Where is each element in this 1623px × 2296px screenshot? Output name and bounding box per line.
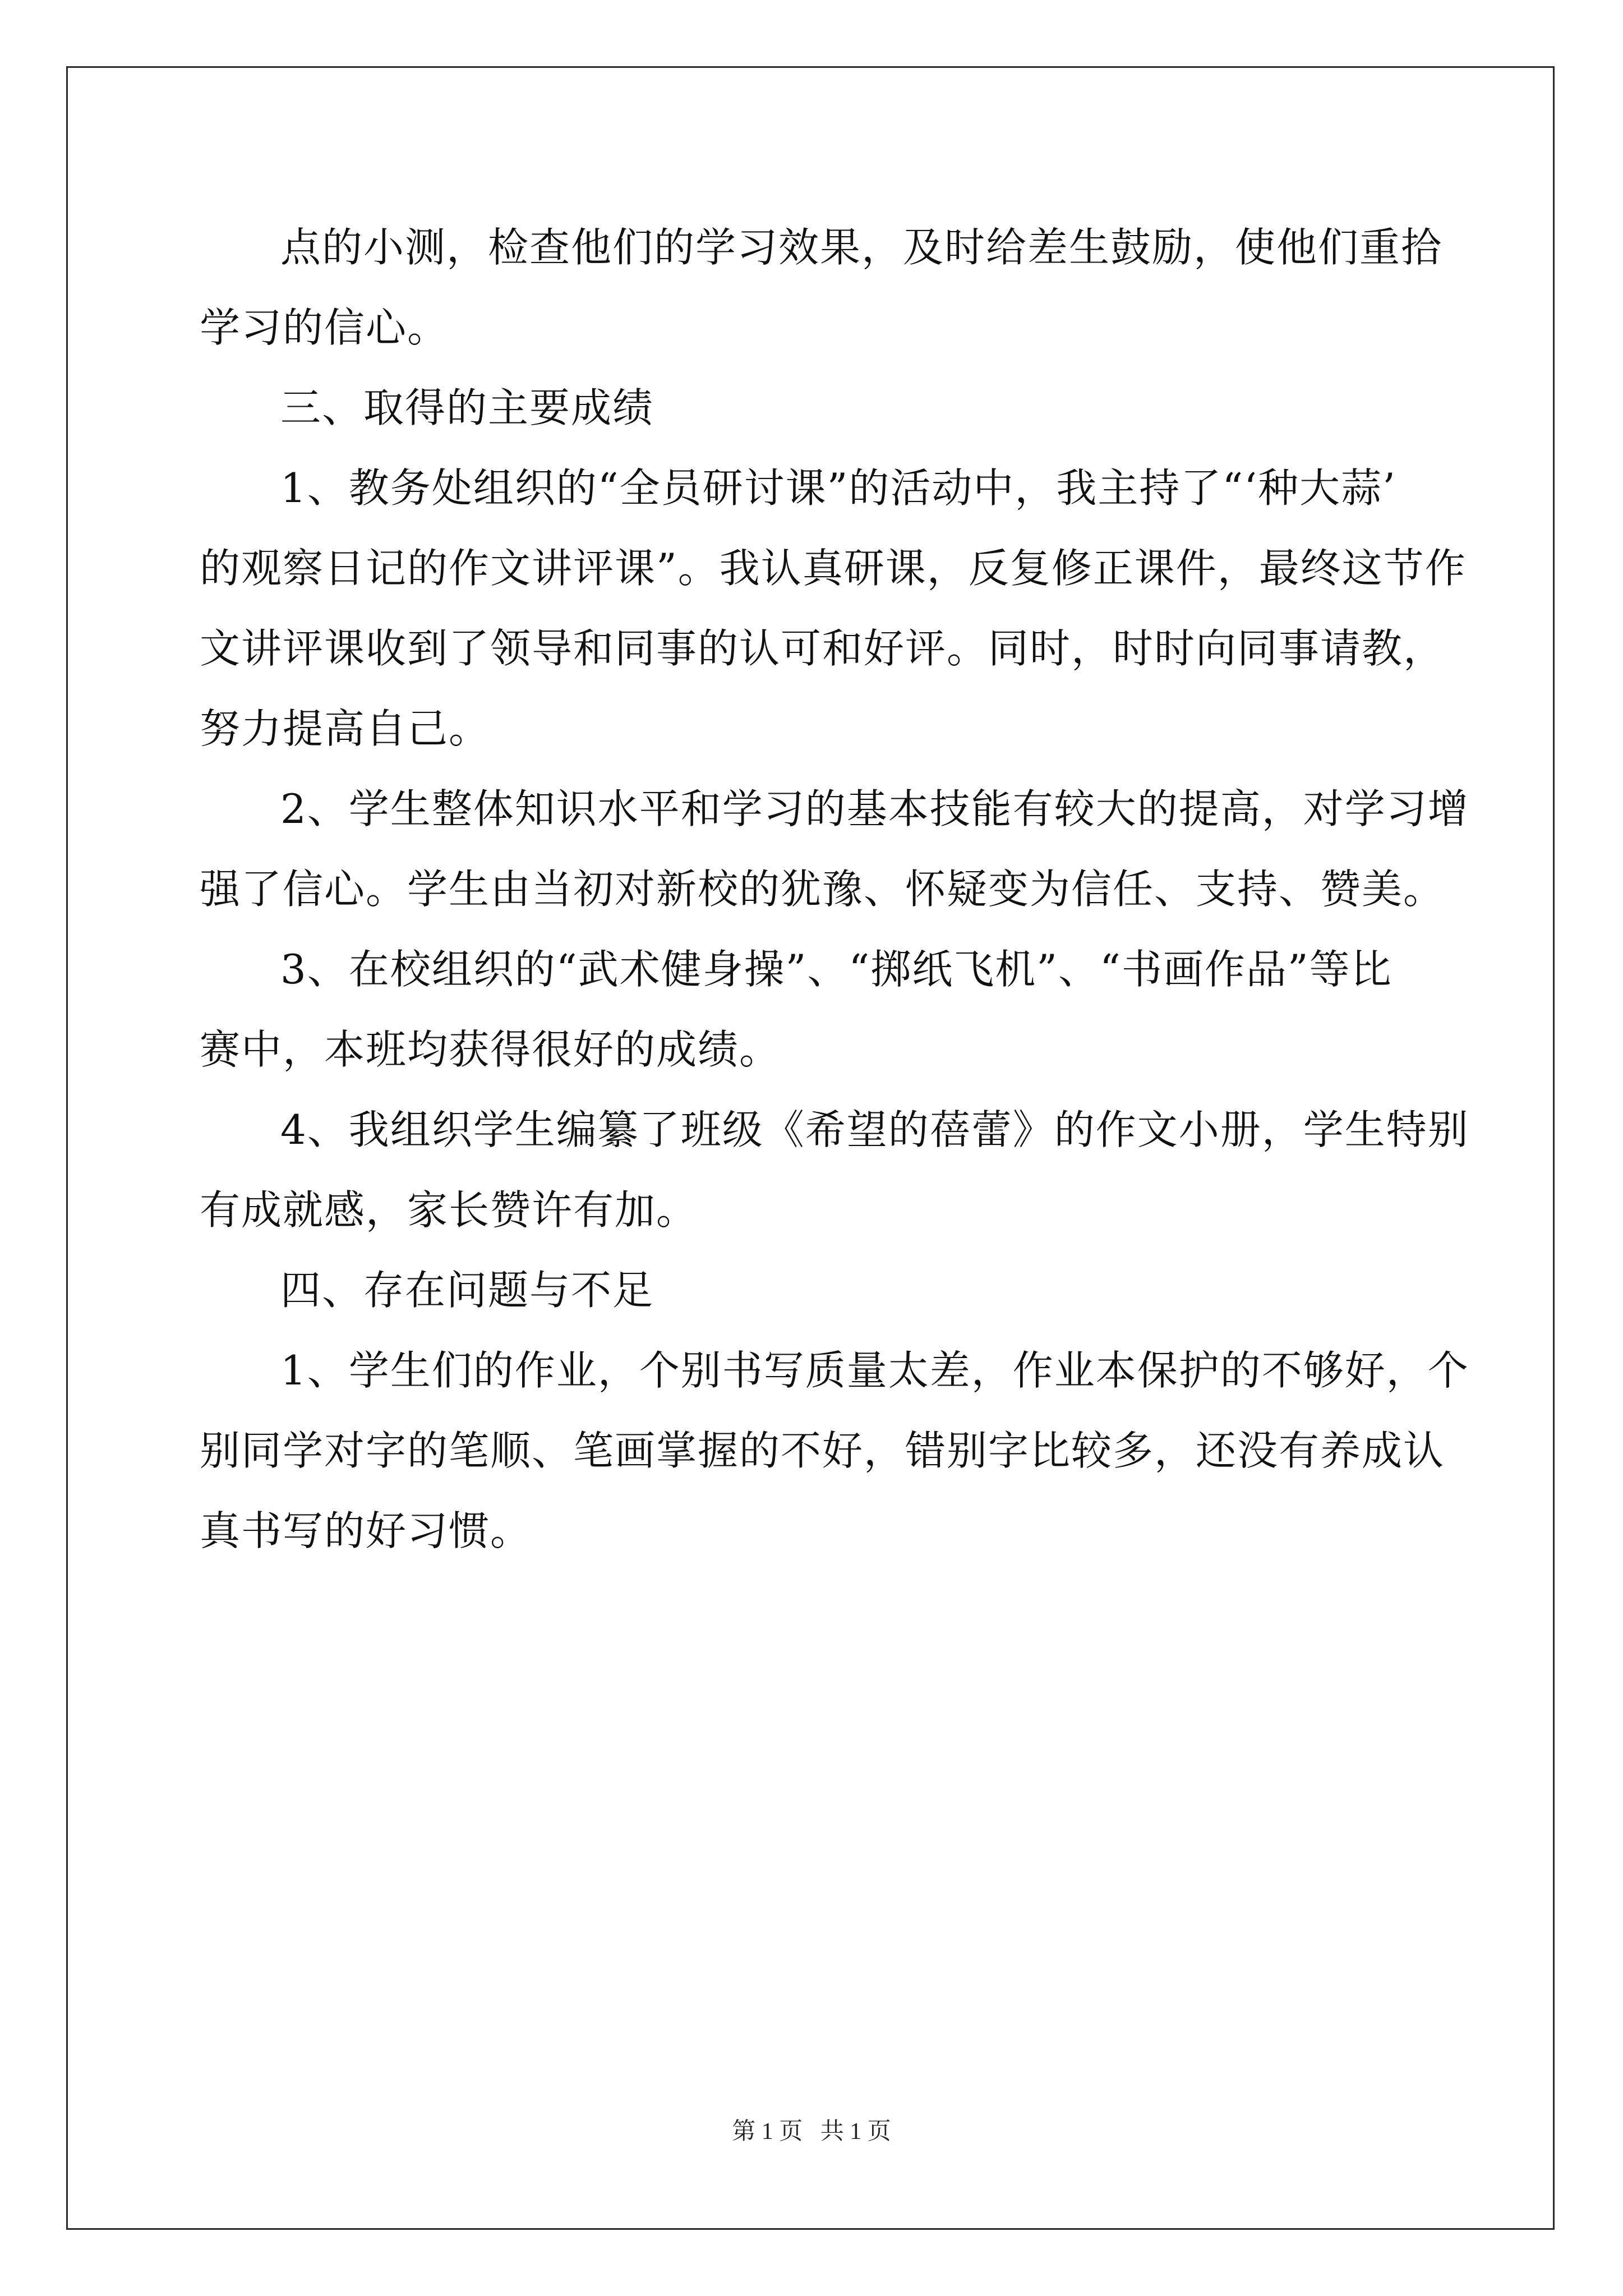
- paragraph-line: 赛中，本班均获得很好的成绩。: [200, 1026, 781, 1073]
- paragraph-line: 1、学生们的作业，个别书写质量太差，作业本保护的不够好，个: [280, 1347, 1469, 1394]
- paragraph-line: 3、在校组织的“武术健身操”、“掷纸飞机”、“书画作品”等比: [280, 946, 1393, 993]
- paragraph-line: 努力提高自己。: [200, 705, 491, 752]
- paragraph-line: 有成就感，家长赞许有加。: [200, 1186, 698, 1234]
- paragraph-line: 学习的信心。: [200, 304, 449, 351]
- section-heading: 四、存在问题与不足: [280, 1267, 654, 1314]
- paragraph-line: 强了信心。学生由当初对新校的犹豫、怀疑变为信任、支持、赞美。: [200, 866, 1445, 913]
- page-number-footer: 第 1 页 共 1 页: [732, 2119, 891, 2145]
- paragraph-line: 2、学生整体知识水平和学习的基本技能有较大的提高，对学习增: [280, 785, 1469, 832]
- paragraph-line: 点的小测，检查他们的学习效果，及时给差生鼓励，使他们重拾: [280, 224, 1443, 271]
- section-heading: 三、取得的主要成绩: [280, 384, 654, 431]
- paragraph-line: 文讲评课收到了领导和同事的认可和好评。同时，时时向同事请教，: [200, 625, 1445, 672]
- paragraph-line: 的观察日记的作文讲评课”。我认真研课，反复修正课件，最终这节作: [200, 545, 1467, 592]
- paragraph-line: 4、我组织学生编纂了班级《希望的蓓蕾》的作文小册，学生特别: [280, 1106, 1469, 1153]
- paragraph-line: 真书写的好习惯。: [200, 1507, 532, 1554]
- paragraph-line: 别同学对字的笔顺、笔画掌握的不好，错别字比较多，还没有养成认: [200, 1427, 1445, 1474]
- paragraph-line: 1、教务处组织的“全员研讨课”的活动中，我主持了“‘种大蒜’: [280, 464, 1397, 512]
- document-body: [200, 208, 1469, 1571]
